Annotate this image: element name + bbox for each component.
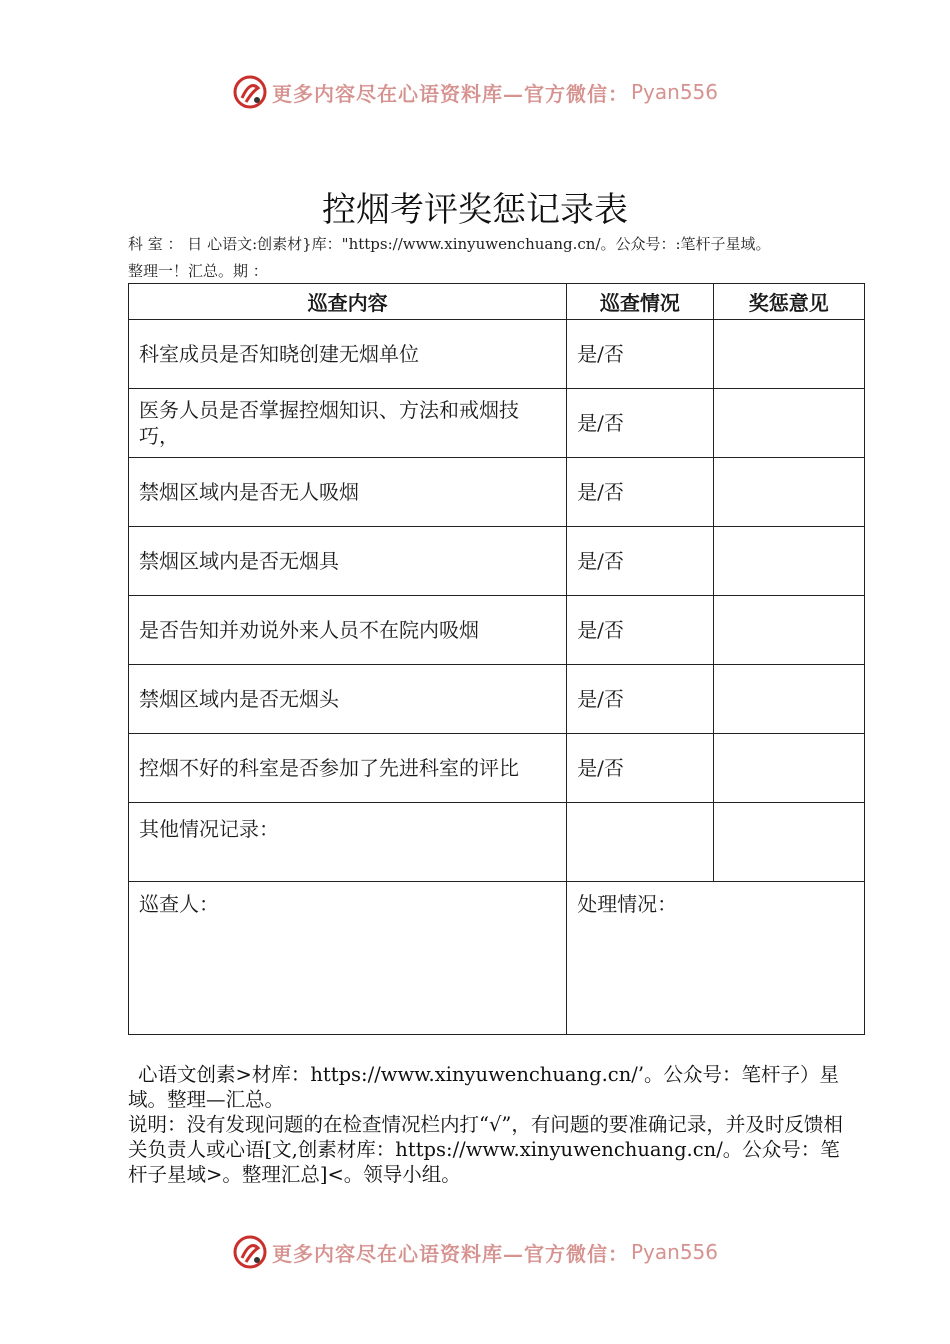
row-status: 是/否 xyxy=(567,458,713,527)
other-records-row xyxy=(129,803,865,882)
row-content: 禁烟区域内是否无烟头 xyxy=(129,665,567,734)
logo-icon xyxy=(232,74,268,110)
row-status: 是/否 xyxy=(567,665,713,734)
table-row xyxy=(129,320,865,389)
row-content: 控烟不好的科室是否参加了先进科室的评比 xyxy=(129,734,567,803)
row-content: 禁烟区域内是否无烟具 xyxy=(129,527,567,596)
other-records-label: 其他情况记录： xyxy=(129,803,567,882)
table-row xyxy=(129,389,865,458)
inspector-label: 巡查人： xyxy=(129,882,567,1035)
row-content: 科室成员是否知晓创建无烟单位 xyxy=(129,320,567,389)
logo-icon xyxy=(232,1234,268,1270)
watermark-footer xyxy=(0,1232,950,1272)
row-status: 是/否 xyxy=(567,596,713,665)
table-header-row xyxy=(129,284,865,320)
department-line: 科 室 ： 日 心语文:创素材}库："https://www.xinyuwenchuang.cn/。公众号：:笔杆子星域。 xyxy=(128,235,771,253)
row-opinion xyxy=(713,734,864,803)
row-opinion xyxy=(713,596,864,665)
row-content: 禁烟区域内是否无人吸烟 xyxy=(129,458,567,527)
watermark-text: 更多内容尽在心语资料库—官方微信： xyxy=(271,81,629,106)
watermark-id: Pyan556 xyxy=(630,80,718,104)
handling-label: 处理情况： xyxy=(567,882,865,1035)
row-status: 是/否 xyxy=(567,320,713,389)
table-row xyxy=(129,458,865,527)
table-row xyxy=(129,596,865,665)
table-row xyxy=(129,665,865,734)
table-row xyxy=(129,734,865,803)
other-records-status xyxy=(567,803,713,882)
footer-instructions: 说明：没有发现问题的在检查情况栏内打“√”，有问题的要准确记录，并及时反馈相关负责人或心语[文,创素材库：https://www.xinyuwenchuang.cn/。公众号：笔杆子星域>。整理汇总]<。领导小组。 xyxy=(128,1113,843,1186)
row-status: 是/否 xyxy=(567,734,713,803)
row-opinion xyxy=(713,458,864,527)
header-content: 巡查内容 xyxy=(129,284,567,320)
page-title: 控烟考评奖惩记录表 xyxy=(322,190,628,230)
footer-line-1: 心语文创素>材库：https://www.xinyuwenchuang.cn/’。公众号：笔杆子）星域。整理—汇总。 xyxy=(128,1063,840,1111)
record-table xyxy=(128,283,865,1035)
row-opinion xyxy=(713,389,864,458)
date-line: 整理一！汇总。期 ： xyxy=(128,262,268,280)
row-opinion xyxy=(713,320,864,389)
other-records-opinion xyxy=(713,803,864,882)
signature-row xyxy=(129,882,865,1035)
watermark-id: Pyan556 xyxy=(630,1240,718,1264)
row-content: 医务人员是否掌握控烟知识、方法和戒烟技巧， xyxy=(129,389,567,458)
row-opinion xyxy=(713,665,864,734)
row-content: 是否告知并劝说外来人员不在院内吸烟 xyxy=(129,596,567,665)
header-opinion: 奖惩意见 xyxy=(713,284,864,320)
table-row xyxy=(129,527,865,596)
row-opinion xyxy=(713,527,864,596)
row-status: 是/否 xyxy=(567,389,713,458)
header-status: 巡查情况 xyxy=(567,284,713,320)
footer-notes xyxy=(128,1062,858,1187)
row-status: 是/否 xyxy=(567,527,713,596)
watermark-header xyxy=(0,72,950,112)
watermark-text: 更多内容尽在心语资料库—官方微信： xyxy=(271,1241,629,1266)
